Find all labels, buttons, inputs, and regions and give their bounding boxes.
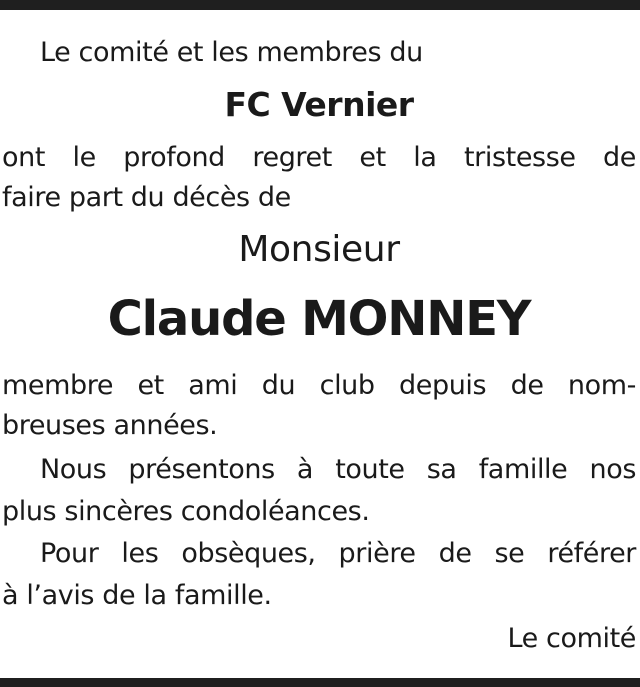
signature: Le comité	[507, 623, 636, 654]
member-line-2: breuses années.	[2, 410, 218, 441]
honorific: Monsieur	[238, 229, 400, 270]
top-rule	[0, 0, 640, 10]
condolences-line-2: plus sincères condoléances.	[2, 496, 370, 527]
member-line-1: membre et ami du club depuis de nom-	[2, 370, 636, 401]
announce-line-1: ont le profond regret et la tristesse de	[2, 142, 636, 173]
announce-line-2: faire part du décès de	[2, 182, 291, 213]
club-name: FC Vernier	[224, 85, 414, 124]
bottom-rule	[0, 678, 640, 687]
funeral-line-2: à l’avis de la famille.	[2, 580, 272, 611]
deceased-name: Claude MONNEY	[107, 291, 531, 347]
intro-text: Le comité et les membres du	[40, 37, 423, 68]
condolences-line-1: Nous présentons à toute sa famille nos	[40, 454, 636, 485]
funeral-line-1: Pour les obsèques, prière de se référer	[40, 538, 636, 569]
